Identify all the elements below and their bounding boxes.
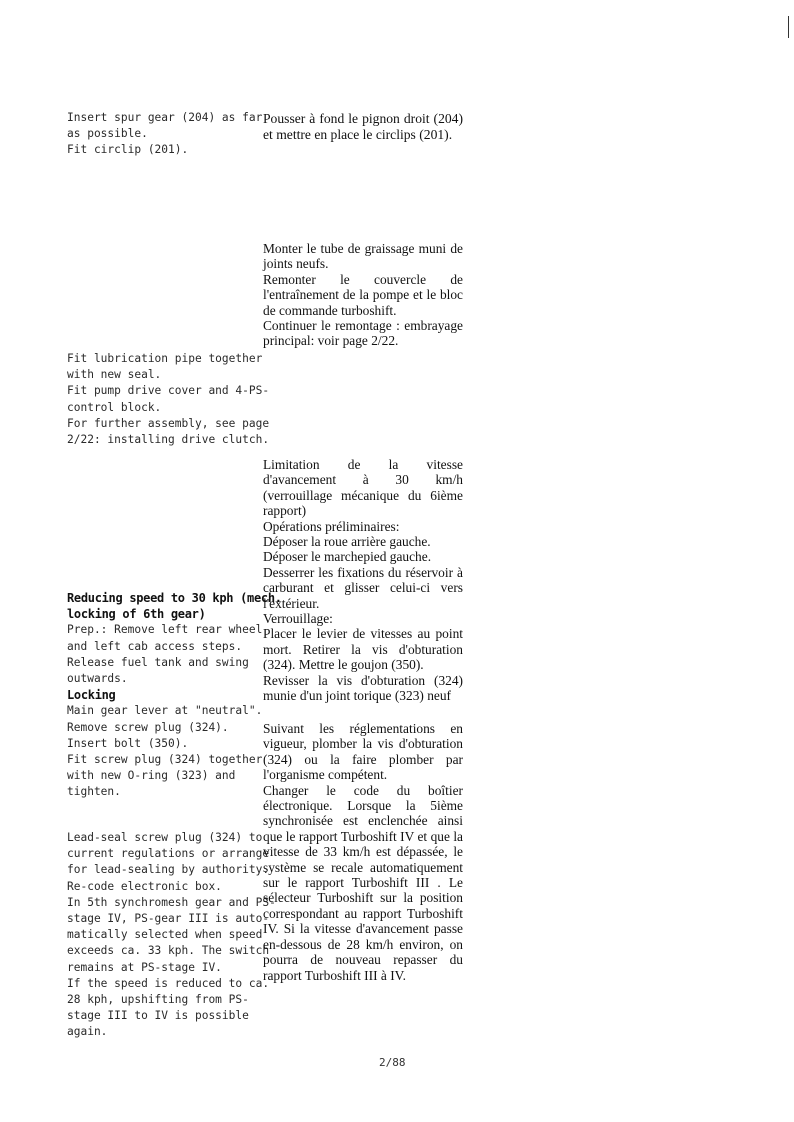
en-line: Insert bolt (350). xyxy=(67,736,189,750)
en-line: For further assembly, see page xyxy=(67,416,270,430)
en-lubrication-instructions xyxy=(67,351,270,448)
fr-speed-reduction-instructions xyxy=(263,457,463,704)
fr-paragraph: Changer le code du boîtier électronique. Lorsque la 5ième synchronisée est enclenchée ainsi que le rapport Turboshift IV et que la vitesse de 33 km/h est dépassée, le système se recale automatiquement sur le rapport Turboshift III . Le sélecteur Turboshift sur la position correspondant au rapport Turboshift IV. Si la vitesse d'avancement passe en-dessous de 28 km/h environ, on pourra de nouveau repasser du rapport Turboshift III à IV. xyxy=(263,782,463,983)
margin-mark xyxy=(788,16,789,38)
en-line: Fit pump drive cover and 4-PS- xyxy=(67,384,270,398)
en-line: for lead-sealing by authority. xyxy=(67,863,270,877)
fr-paragraph: Continuer le remontage : embrayage principal: voir page 2/22. xyxy=(263,318,463,349)
en-speed-reduction-instructions xyxy=(67,590,282,801)
fr-step: Desserrer les fixations du réservoir à carburant et glisser celui-ci vers l'extérieur. xyxy=(263,564,463,611)
en-line: Main gear lever at "neutral". xyxy=(67,704,263,718)
en-line: 2/22: installing drive clutch. xyxy=(67,433,270,447)
fr-paragraph: Suivant les réglementations en vigueur, plomber la vis d'obturation (324) ou la faire plomber par l'organisme compétent. xyxy=(263,721,463,783)
en-line: Prep.: Remove left rear wheel xyxy=(67,623,263,637)
en-line: 28 kph, upshifting from PS- xyxy=(67,993,249,1007)
en-line: and left cab access steps. xyxy=(67,639,243,653)
fr-step: Placer le levier de vitesses au point mort. Retirer la vis d'obturation (324). Mettre le goujon (350). xyxy=(263,626,463,673)
fr-prep-heading: Opérations préliminaires: xyxy=(263,518,400,534)
en-lead-seal-instructions xyxy=(67,830,276,1041)
en-line: If the speed is reduced to ca. xyxy=(67,976,270,990)
en-line: stage III to IV is possible xyxy=(67,1009,249,1023)
en-line: as possible. xyxy=(67,127,148,141)
fr-lead-seal-instructions xyxy=(263,721,463,983)
en-line: again. xyxy=(67,1025,108,1039)
en-line: Release fuel tank and swing xyxy=(67,655,249,669)
en-line: control block. xyxy=(67,400,162,414)
en-line: outwards. xyxy=(67,672,128,686)
en-line: with new O-ring (323) and xyxy=(67,769,236,783)
fr-paragraph: Remonter le couvercle de l'entraînement de la pompe et le bloc de commande turboshift. xyxy=(263,271,463,318)
fr-step: Revisser la vis d'obturation (324) munie d'un joint torique (323) neuf xyxy=(263,672,463,704)
en-line: Fit lubrication pipe together xyxy=(67,352,263,365)
fr-locking-heading: Verrouillage: xyxy=(263,611,333,627)
en-line: exceeds ca. 33 kph. The switch xyxy=(67,944,270,958)
en-line: Lead-seal screw plug (324) to xyxy=(67,831,263,844)
fr-spur-gear-instructions xyxy=(263,111,463,143)
en-line: remains at PS-stage IV. xyxy=(67,960,222,974)
en-heading-line: Reducing speed to 30 kph (mech. xyxy=(67,591,282,605)
en-line: with new seal. xyxy=(67,368,162,382)
fr-step: Déposer la roue arrière gauche. xyxy=(263,534,431,550)
en-spur-gear-instructions xyxy=(67,110,263,159)
en-line: tighten. xyxy=(67,785,121,799)
en-line: matically selected when speed xyxy=(67,928,263,942)
fr-lubrication-instructions xyxy=(263,241,463,349)
en-line: current regulations or arrange xyxy=(67,847,270,861)
en-line: Fit circlip (201). xyxy=(67,143,189,157)
fr-paragraph: Monter le tube de graissage muni de joints neufs. xyxy=(263,241,463,272)
fr-step: Déposer le marchepied gauche. xyxy=(263,549,432,565)
en-line: Insert spur gear (204) as far xyxy=(67,111,263,124)
en-locking-heading: Locking xyxy=(67,688,116,703)
en-line: Fit screw plug (324) together xyxy=(67,753,263,767)
en-line: Remove screw plug (324). xyxy=(67,720,229,734)
en-line: stage IV, PS-gear III is auto- xyxy=(67,912,270,926)
en-line: In 5th synchromesh gear and PS- xyxy=(67,895,276,909)
en-heading-line: locking of 6th gear) xyxy=(67,607,206,622)
en-line: Re-code electronic box. xyxy=(67,879,222,893)
fr-paragraph: Pousser à fond le pignon droit (204) et mettre en place le circlips (201). xyxy=(263,111,463,142)
fr-heading: Limitation de la vitesse d'avancement à 30 km/h (verrouillage mécanique du 6ième rapport) xyxy=(263,457,463,519)
page-number: 2/88 xyxy=(379,1056,406,1069)
